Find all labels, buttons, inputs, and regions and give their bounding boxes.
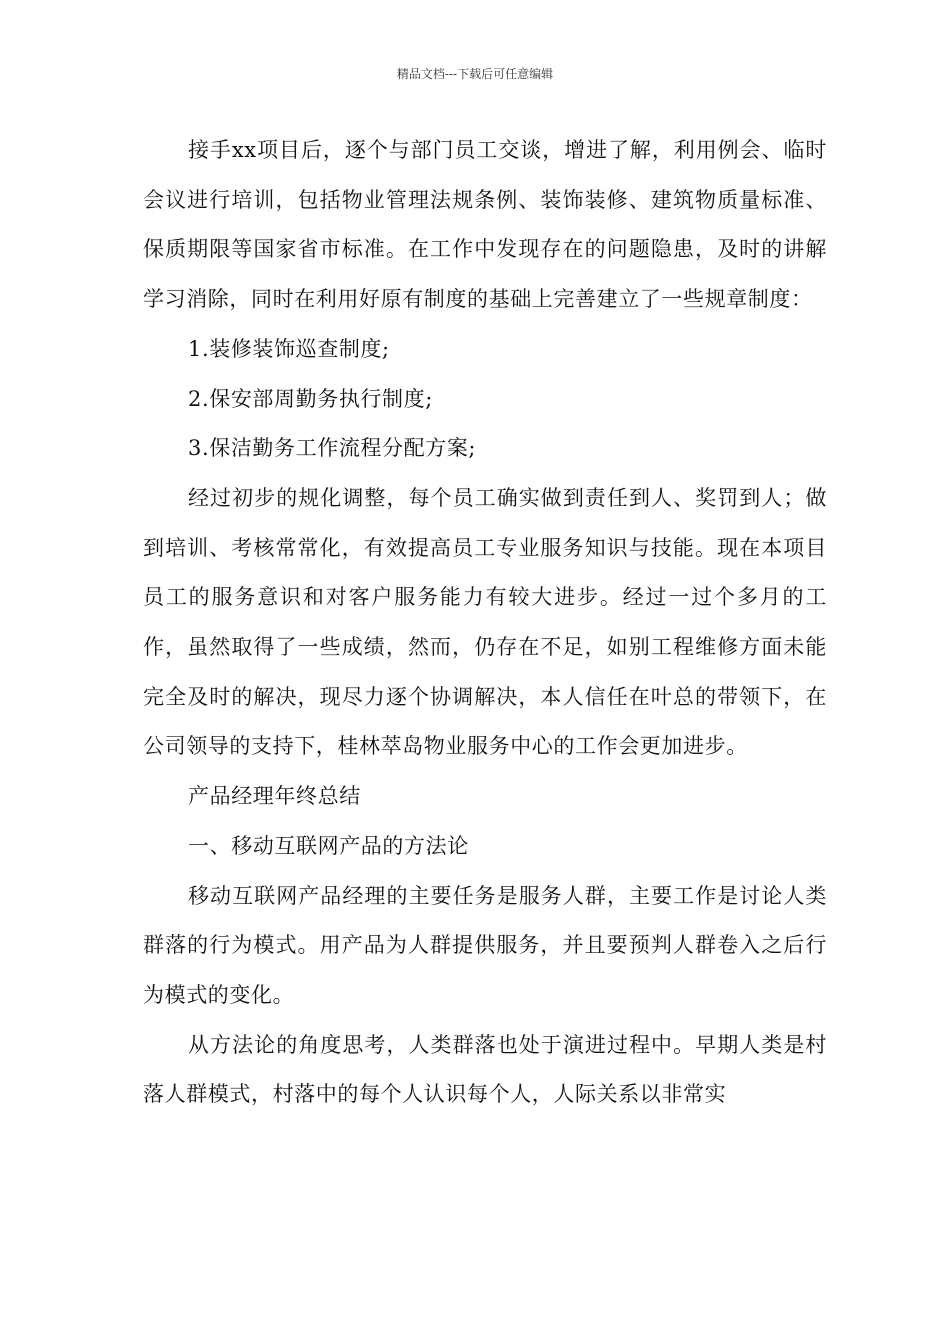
- section-title: 产品经理年终总结: [188, 784, 361, 809]
- paragraph-methodology: 从方法论的角度思考，人类群落也处于演进过程中。早期人类是村落人群模式，村落中的每个人认识每个人，人际关系以非常实: [143, 1032, 827, 1107]
- document-body: [143, 126, 827, 1120]
- list-item-1: 1.装修装饰巡查制度;: [188, 336, 390, 361]
- section-heading-1: 一、移动互联网产品的方法论: [188, 833, 469, 858]
- paragraph-results: 经过初步的规化调整，每个员工确实做到责任到人、奖罚到人；做到培训、考核常常化，有效提高员工专业服务知识与技能。现在本项目员工的服务意识和对客户服务能力有较大进步。经过一过个多月的工作，虽然取得了一些成绩，然而，仍存在不足，如别工程维修方面未能完全及时的解决，现尽力逐个协调解决，本人信任在叶总的带领下，在公司领导的支持下，桂林萃岛物业服务中心的工作会更加进步。: [143, 485, 827, 759]
- paragraph-pm-tasks: 移动互联网产品经理的主要任务是服务人群，主要工作是讨论人类群落的行为模式。用产品为人群提供服务，并且要预判人群卷入之后行为模式的变化。: [143, 883, 827, 1007]
- list-item-3: 3.保洁勤务工作流程分配方案;: [188, 436, 477, 461]
- list-item-2: 2.保安部周勤务执行制度;: [188, 386, 433, 411]
- paragraph-intro: 接手xx项目后，逐个与部门员工交谈，增进了解，利用例会、临时会议进行培训，包括物业管理法规条例、装饰装修、建筑物质量标准、保质期限等国家省市标准。在工作中发现存在的问题隐患，及时的讲解学习消除，同时在利用好原有制度的基础上完善建立了一些规章制度：: [143, 138, 827, 312]
- page-header: 精品文档---下载后可任意编辑: [396, 67, 554, 81]
